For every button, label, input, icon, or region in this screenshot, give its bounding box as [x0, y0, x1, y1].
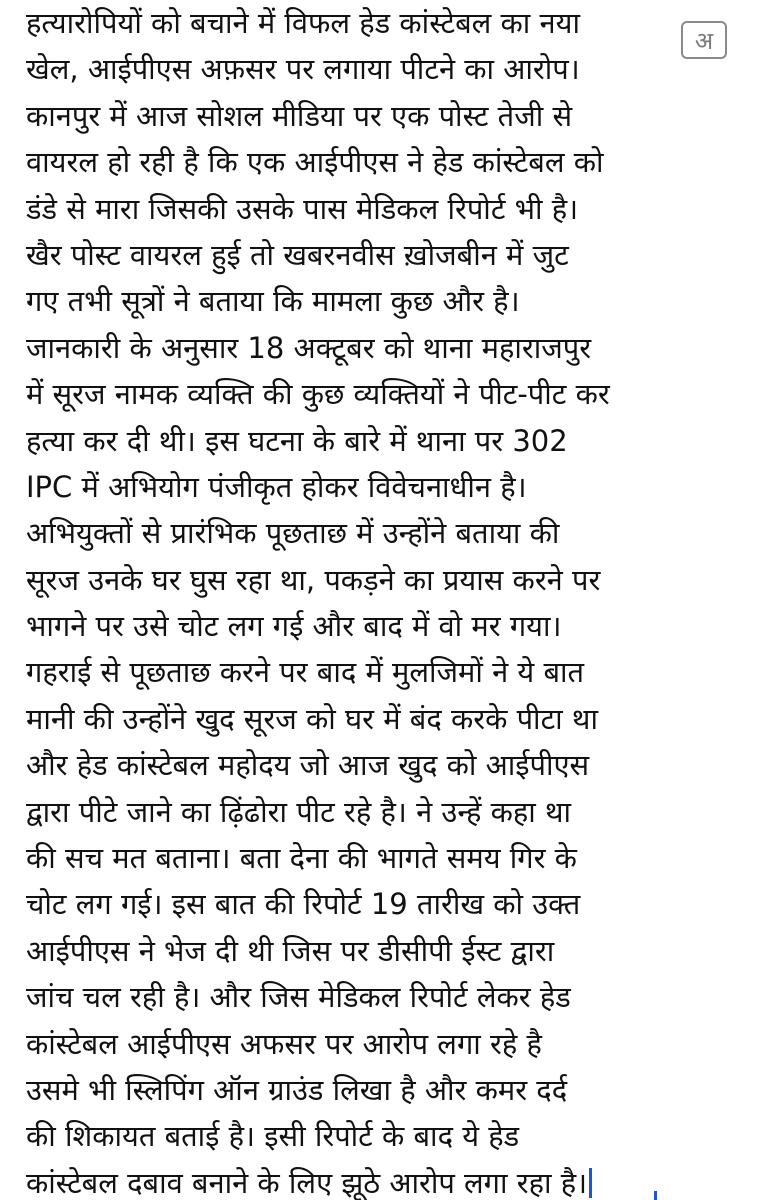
text-editor[interactable] [26, 0, 676, 1200]
text-line: खैर पोस्ट वायरल हुई तो खबरनवीस ख़ोजबीन में जुट [26, 237, 569, 272]
text-line-last-content: कांस्टेबल दबाव बनाने के लिए झूठे आरोप लगा रहा है। [26, 1165, 588, 1200]
text-line: डंडे से मारा जिसकी उसके पास मेडिकल रिपोर्ट भी है। [26, 191, 579, 226]
scroll-indicator [654, 1191, 657, 1200]
text-line: गहराई से पूछताछ करने पर बाद में मुलजिमों ने ये बात [26, 655, 585, 690]
text-line-last [26, 1160, 676, 1200]
text-cursor [589, 1168, 592, 1198]
text-line: सूरज उनके घर घुस रहा था, पकड़ने का प्रयास करने पर [26, 562, 601, 597]
text-line: कानपुर में आज सोशल मीडिया पर एक पोस्ट तेजी से [26, 98, 573, 133]
devanagari-a-icon: अ [694, 26, 714, 55]
text-line: की सच मत बताना। बता देना की भागते समय गिर के [26, 841, 577, 876]
text-line: द्वारा पीटे जाने का ढ़िंढोरा पीट रहे है। ने उन्हें कहा था [26, 794, 572, 829]
text-line: की शिकायत बताई है। इसी रिपोर्ट के बाद ये हेड [26, 1119, 520, 1154]
text-line: कांस्टेबल आईपीएस अफसर पर आरोप लगा रहे है [26, 1026, 542, 1061]
text-line: उसमे भी स्लिपिंग ऑन ग्राउंड लिखा है और कमर दर्द [26, 1072, 568, 1107]
text-line: चोट लग गई। इस बात की रिपोर्ट 19 तारीख को उक्त [26, 887, 581, 922]
text-line: हत्यारोपियों को बचाने में विफल हेड कांस्टेबल का नया [26, 6, 580, 40]
text-line: हत्या कर दी थी। इस घटना के बारे में थाना पर 302 [26, 423, 568, 458]
language-toggle-button[interactable] [681, 21, 727, 59]
text-line: जानकारी के अनुसार 18 अक्टूबर को थाना महाराजपुर [26, 330, 592, 365]
text-line: खेल, आईपीएस अफ़सर पर लगाया पीटने का आरोप। [26, 52, 580, 87]
text-line: गए तभी सूत्रों ने बताया कि मामला कुछ और है। [26, 284, 520, 319]
text-line: और हेड कांस्टेबल महोदय जो आज खुद को आईपीएस [26, 748, 590, 783]
text-line: में सूरज नामक व्यक्ति की कुछ व्यक्तियों ने पीट-पीट कर [26, 377, 610, 412]
text-line: अभियुक्तों से प्रारंभिक पूछताछ में उन्होंने बताया की [26, 516, 560, 551]
text-line: IPC में अभियोग पंजीकृत होकर विवेचनाधीन है। [26, 469, 527, 504]
text-line: जांच चल रही है। और जिस मेडिकल रिपोर्ट लेकर हेड [26, 980, 571, 1015]
text-line: आईपीएस ने भेज दी थी जिस पर डीसीपी ईस्ट द्वारा [26, 933, 555, 968]
text-line: मानी की उन्होंने खुद सूरज को घर में बंद करके पीटा था [26, 701, 598, 736]
text-line: भागने पर उसे चोट लग गई और बाद में वो मर गया। [26, 609, 562, 644]
text-line: वायरल हो रही है कि एक आईपीएस ने हेड कांस्टेबल को [26, 145, 604, 180]
